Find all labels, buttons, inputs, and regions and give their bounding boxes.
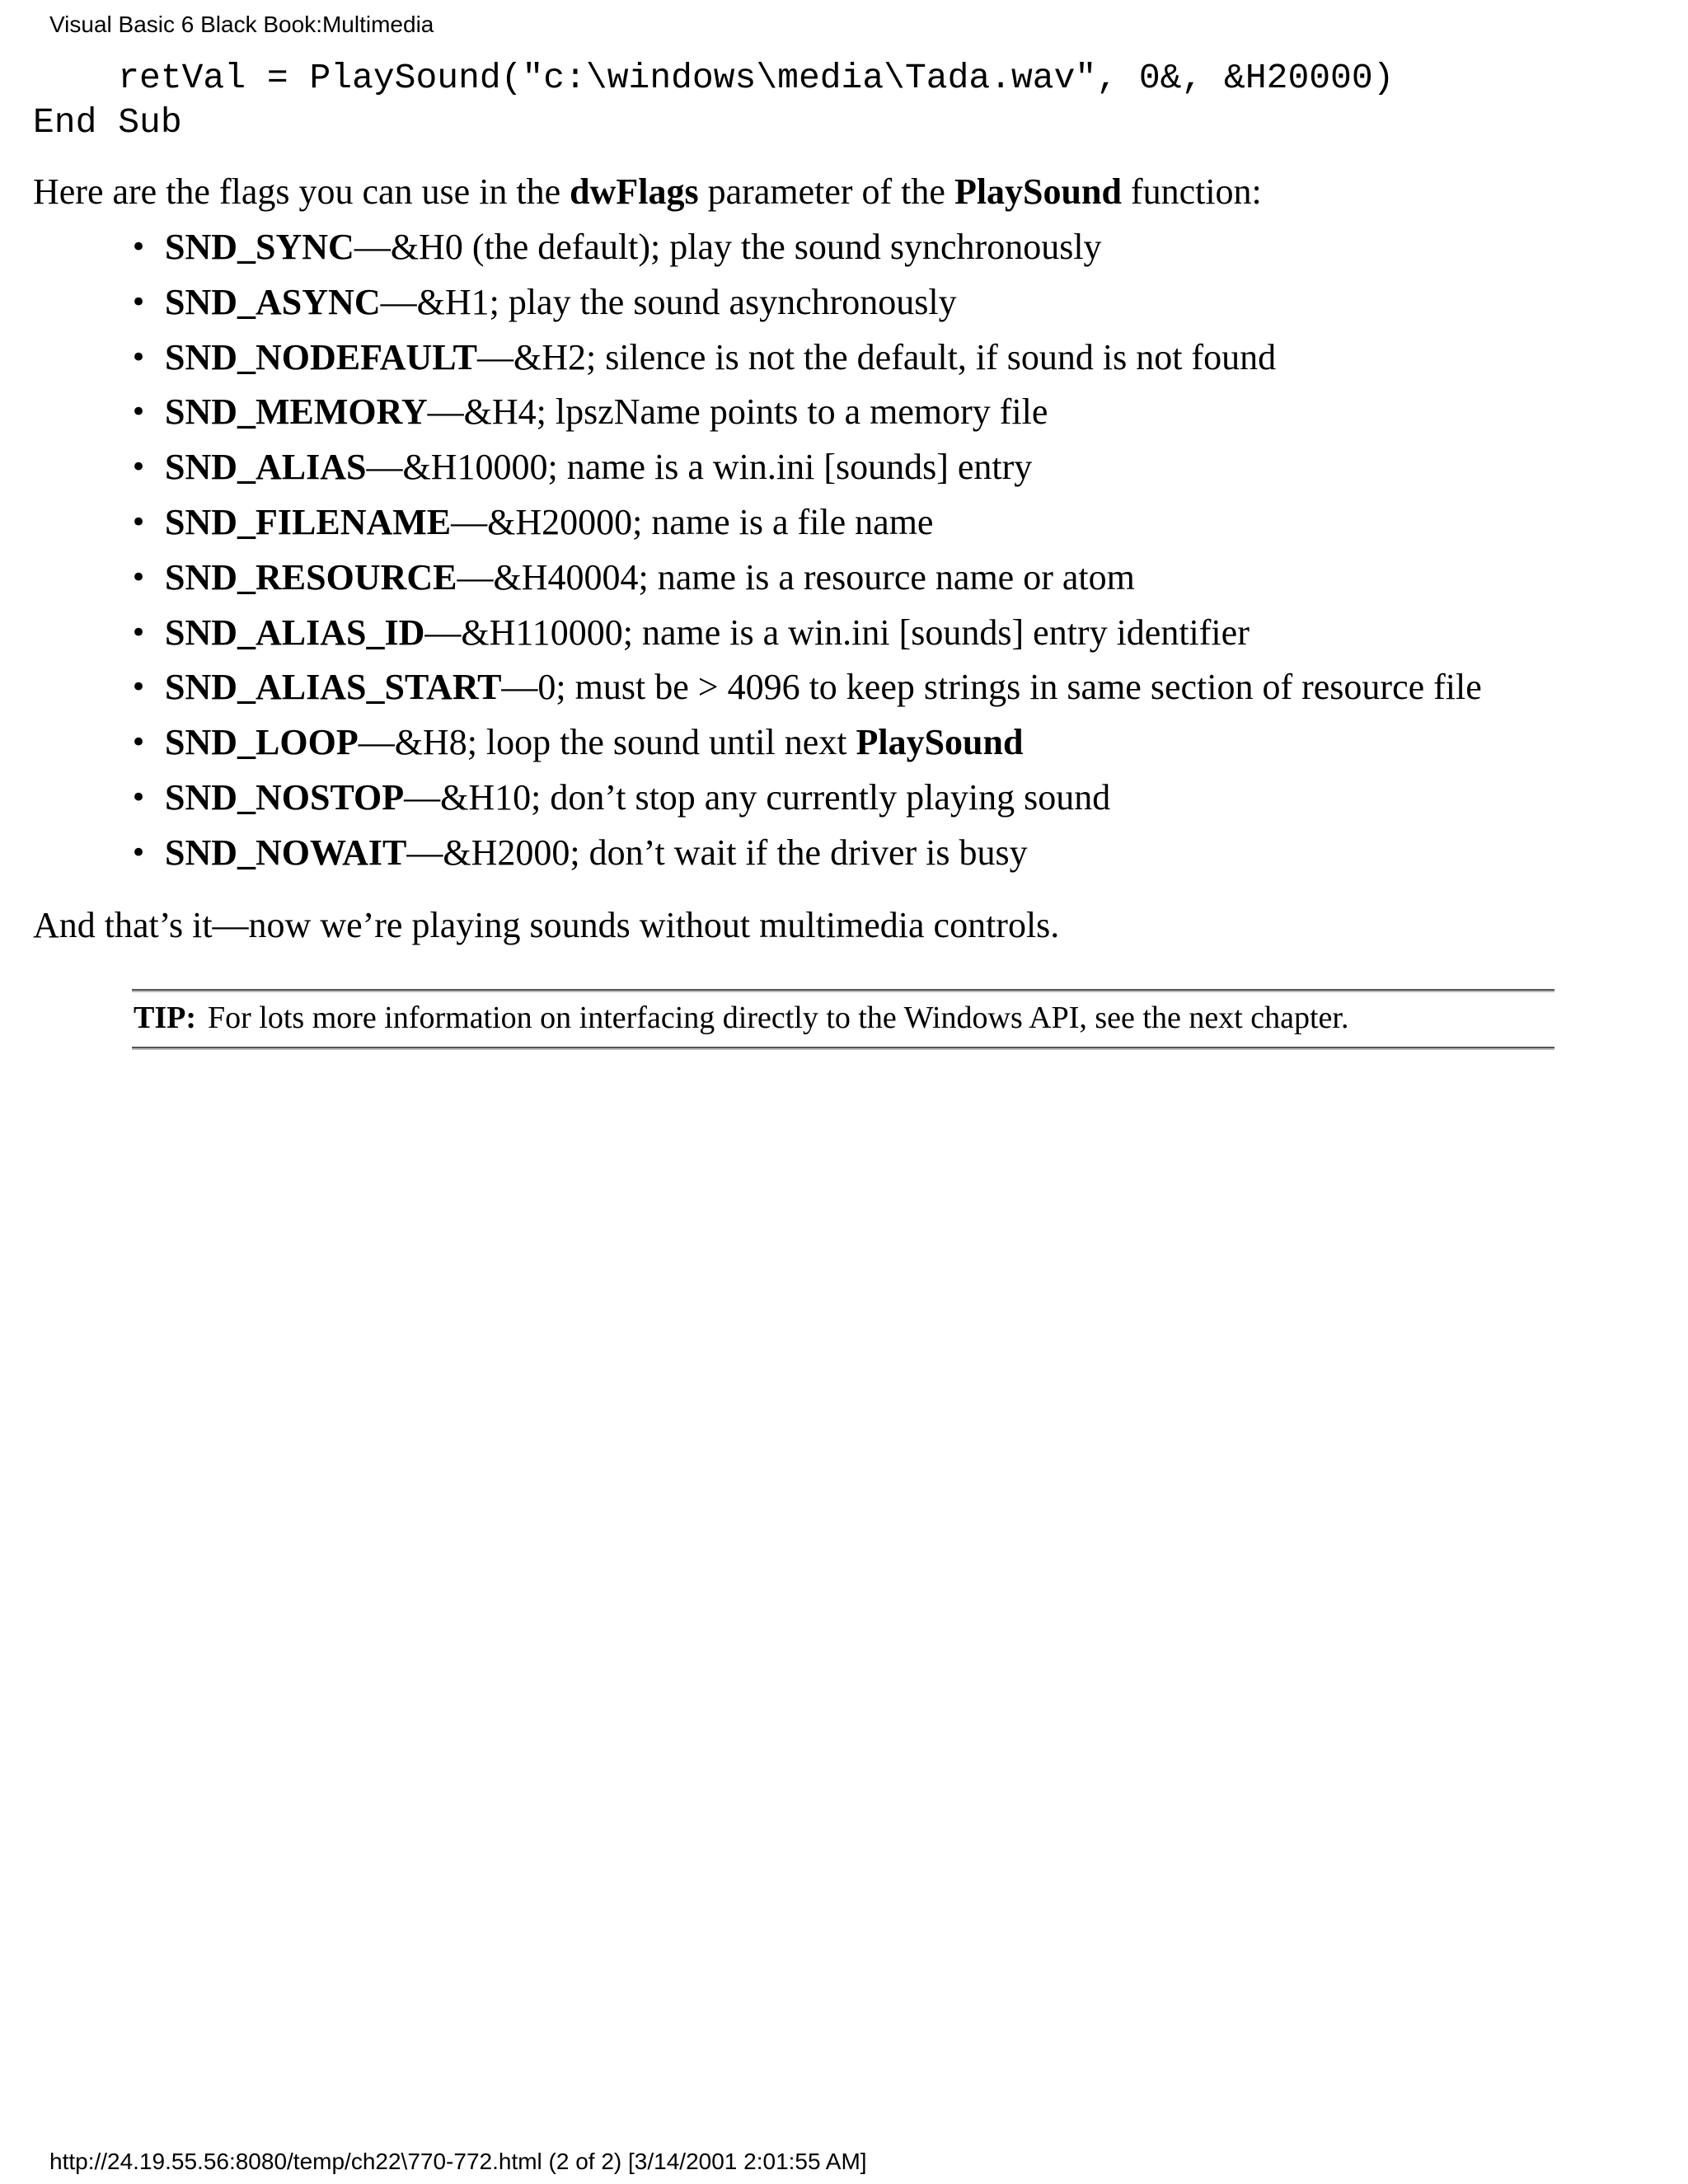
flag-name: SND_FILENAME — [165, 501, 452, 542]
list-item — [130, 771, 1482, 826]
bullet-icon: • — [130, 560, 148, 594]
flag-description: —&H10; don’t stop any currently playing sound — [404, 776, 1111, 818]
list-item — [130, 495, 1482, 551]
intro-prefix: Here are the flags you can use in the — [33, 171, 570, 212]
flag-description: —&H110000; name is a win.ini [sounds] entry identifier — [424, 612, 1250, 653]
tip-label: TIP: — [134, 1001, 196, 1035]
bullet-icon: • — [130, 780, 148, 814]
intro-middle: parameter of the — [698, 171, 954, 212]
flag-description: —&H1; play the sound asynchronously — [380, 281, 957, 322]
bullet-icon: • — [130, 726, 148, 760]
flag-name: SND_SYNC — [165, 227, 354, 267]
flag-description: —&H40004; name is a resource name or atom — [457, 556, 1135, 598]
flag-name: SND_RESOURCE — [165, 556, 457, 598]
bullet-icon: • — [130, 451, 148, 485]
intro-suffix: function: — [1121, 171, 1262, 212]
list-item — [130, 440, 1482, 495]
bullet-icon: • — [130, 505, 148, 539]
list-item — [130, 385, 1482, 440]
flag-list — [130, 220, 1482, 881]
intro-term-playsound: PlaySound — [954, 171, 1122, 212]
bullet-icon: • — [130, 836, 148, 869]
list-item — [130, 551, 1482, 606]
list-item — [130, 330, 1482, 386]
tip-box — [134, 997, 1348, 1038]
bullet-icon: • — [130, 231, 148, 264]
list-item — [130, 715, 1482, 771]
flag-description: —&H10000; name is a win.ini [sounds] entry — [366, 447, 1033, 488]
bullet-icon: • — [130, 616, 148, 649]
list-item — [130, 826, 1482, 881]
flag-name: SND_ALIAS — [165, 447, 367, 488]
flag-name: SND_NOSTOP — [165, 776, 405, 818]
bullet-icon: • — [130, 671, 148, 705]
intro-term-dwflags: dwFlags — [570, 171, 699, 212]
list-item — [130, 660, 1482, 715]
tip-top-rule — [132, 989, 1554, 992]
flag-name: SND_ALIAS_ID — [165, 612, 425, 653]
flag-name: SND_ASYNC — [165, 281, 381, 322]
list-item — [130, 220, 1482, 275]
outro-paragraph: And that’s it—now we’re playing sounds without multimedia controls. — [33, 905, 1060, 945]
flag-description: —&H2; silence is not the default, if sound is not found — [476, 336, 1277, 377]
bullet-icon: • — [130, 285, 148, 319]
bullet-icon: • — [130, 396, 148, 429]
flag-name: SND_NOWAIT — [165, 832, 407, 873]
flag-description: —&H4; lpszName points to a memory file — [427, 391, 1048, 433]
flag-name: SND_ALIAS_START — [165, 667, 502, 708]
tip-bottom-rule — [132, 1047, 1554, 1050]
bullet-icon: • — [130, 340, 148, 374]
flag-description: —0; must be > 4096 to keep strings in same section of resource file — [501, 667, 1482, 708]
code-line: End Sub — [33, 102, 182, 143]
intro-paragraph — [33, 168, 1262, 216]
list-item — [130, 606, 1482, 661]
flag-description: —&H8; loop the sound until next — [358, 722, 856, 763]
flag-description: —&H0 (the default); play the sound synchronously — [354, 227, 1102, 267]
tip-text: For lots more information on interfacing directly to the Windows API, see the next chapter. — [208, 1001, 1349, 1035]
code-block — [33, 56, 1394, 145]
flag-description: —&H20000; name is a file name — [451, 501, 934, 542]
flag-description: —&H2000; don’t wait if the driver is busy — [406, 832, 1028, 873]
flag-name: SND_NODEFAULT — [165, 336, 477, 377]
page-footer-url: http://24.19.55.56:8080/temp/ch22\770-772.html (2 of 2) [3/14/2001 2:01:55 AM] — [49, 2149, 867, 2174]
page-header: Visual Basic 6 Black Book:Multimedia — [49, 12, 434, 37]
code-line: retVal = PlaySound("c:\windows\media\Tada.wav", 0&, &H20000) — [33, 58, 1395, 98]
list-item — [130, 275, 1482, 330]
flag-description-bold: PlaySound — [856, 722, 1024, 763]
flag-name: SND_MEMORY — [165, 391, 428, 433]
flag-name: SND_LOOP — [165, 722, 359, 763]
